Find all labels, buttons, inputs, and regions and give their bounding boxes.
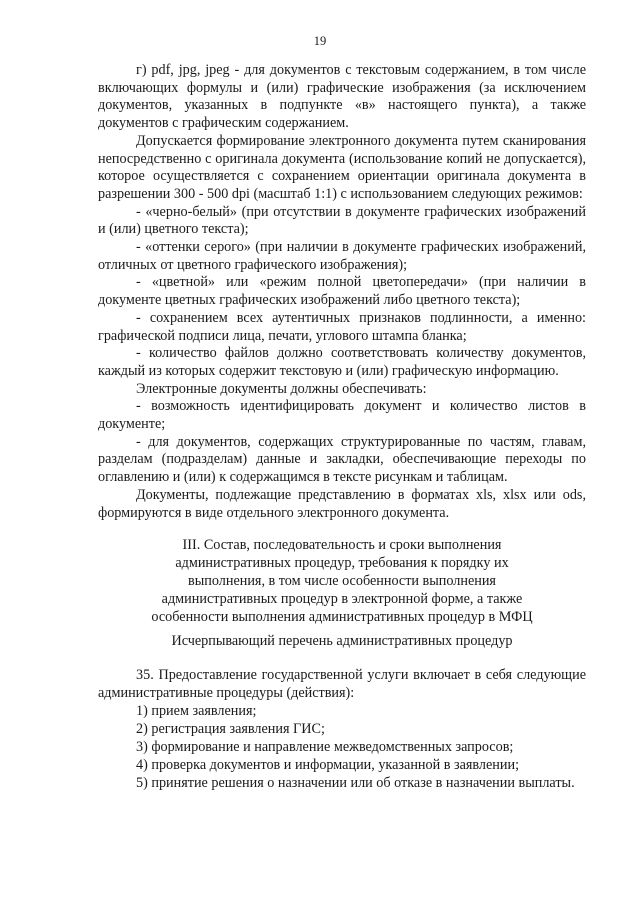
procedure-item: 1) прием заявления; (136, 703, 257, 719)
list-item-file-count: - количество файлов должно соответствовать количеству документов, каждый из которых содержит текстовую и (или) графическую информацию. (98, 345, 586, 379)
section-heading (98, 536, 586, 626)
section-heading-line: выполнения, в том числе особенности выполнения (188, 573, 496, 589)
section-heading-line: административных процедур, требования к порядку их (175, 555, 509, 571)
procedure-item: 5) принятие решения о назначении или об отказе в назначении выплаты. (136, 775, 575, 791)
procedure-item: 3) формирование и направление межведомственных запросов; (136, 739, 514, 755)
list-item-black-white: - «черно-белый» (при отсутствии в документе графических изображений и (или) цветного текста); (98, 203, 586, 238)
paragraph-format-g: г) pdf, jpg, jpeg - для документов с текстовым содержанием, в том числе включающих формулы и (или) графические изображения (за исключением документов, указанных в подпункте «в» настоящего пункта), а также документов с графическим содержанием. (98, 62, 586, 132)
list-item-authenticity: - сохранением всех аутентичных признаков подлинности, а именно: графической подписи лица, печати, углового штампа бланка; (98, 309, 586, 344)
section-heading-line: особенности выполнения административных процедур в МФЦ (151, 609, 533, 625)
list-item-identify: - возможность идентифицировать документ и количество листов в документе; (98, 398, 586, 433)
section-heading-line: административных процедур в электронной форме, а также (161, 591, 523, 607)
list-item-structure: - для документов, содержащих структурированные по частям, главам, разделам (подразделам) данные и закладки, обеспечивающие переходы по оглавлению и (или) к содержащимся в тексте рисункам и таблицам. (98, 433, 586, 486)
procedure-item: 2) регистрация заявления ГИС; (136, 721, 325, 737)
procedure-item: 4) проверка документов и информации, указанной в заявлении; (136, 757, 520, 773)
clause-35: 35. Предоставление государственной услуги включает в себя следующие административные процедуры (действия): (98, 667, 586, 701)
document-body (98, 62, 586, 522)
list-item-color: - «цветной» или «режим полной цветопередачи» (при наличии в документе цветных графических изображений либо цветного текста); (98, 274, 586, 309)
paragraph-scanning: Допускается формирование электронного документа путем сканирования непосредственно с оригинала документа (использование копий не допускается), которое осуществляется с сохранением ориентации оригинала документа в разрешении 300 - 500 dpi (масштаб 1:1) с использованием следующих режимов: (98, 132, 586, 202)
page-number: 19 (313, 34, 327, 48)
sub-heading: Исчерпывающий перечень административных процедур (171, 633, 513, 649)
list-item-grayscale: - «оттенки серого» (при наличии в документе графических изображений, отличных от цветного графического изображения); (98, 239, 586, 273)
paragraph-requirements: Электронные документы должны обеспечивать: (136, 380, 427, 397)
section-heading-line: III. Состав, последовательность и сроки выполнения (182, 537, 502, 553)
procedures-block (98, 666, 586, 792)
paragraph-spreadsheets: Документы, подлежащие представлению в форматах xls, xlsx или ods, формируются в виде отдельного электронного документа. (98, 486, 586, 521)
